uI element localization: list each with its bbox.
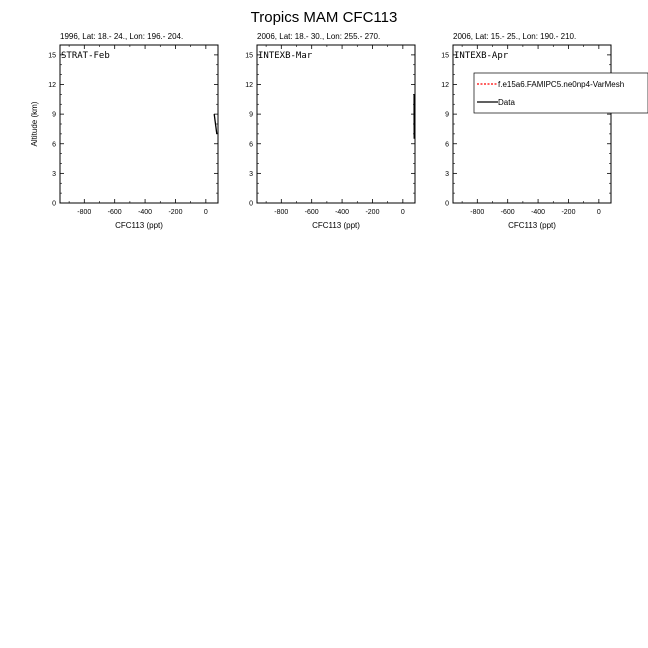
x-tick-label: -400 xyxy=(138,209,153,216)
panel-2 xyxy=(245,32,415,230)
y-tick-label: 6 xyxy=(249,141,253,149)
y-tick-label: 3 xyxy=(249,170,253,178)
y-tick-label: 9 xyxy=(445,111,449,119)
panel-subtitle: 1996, Lat: 18.- 24., Lon: 196.- 204. xyxy=(60,32,184,41)
panel-1 xyxy=(30,32,218,230)
figure-title: Tropics MAM CFC113 xyxy=(250,9,398,26)
y-tick-label: 0 xyxy=(52,200,56,208)
plot-frame xyxy=(257,45,415,203)
x-tick-label: -600 xyxy=(304,209,319,216)
y-tick-label: 12 xyxy=(441,82,449,89)
x-tick-label: -400 xyxy=(531,209,546,216)
plot-frame xyxy=(60,45,218,203)
x-tick-label: -800 xyxy=(470,209,485,216)
x-tick-label: -800 xyxy=(77,209,92,216)
panel-tag: INTEXB-Mar xyxy=(258,51,313,61)
x-tick-label: -600 xyxy=(107,209,122,216)
x-tick-label: -400 xyxy=(335,209,350,216)
legend-label: f.e15a6.FAMIPC5.ne0np4-VarMesh xyxy=(498,80,625,89)
y-tick-label: 0 xyxy=(249,200,253,208)
y-axis-label: Altitude (km) xyxy=(30,101,39,147)
y-tick-label: 6 xyxy=(52,141,56,149)
panel-subtitle: 2006, Lat: 15.- 25., Lon: 190.- 210. xyxy=(453,32,577,41)
plot-frame xyxy=(453,45,611,203)
y-tick-label: 3 xyxy=(445,170,449,178)
panel-3 xyxy=(441,32,648,230)
panel-tag: STRAT-Feb xyxy=(61,51,110,61)
x-tick-label: -200 xyxy=(365,209,380,216)
y-tick-label: 12 xyxy=(245,82,253,89)
y-tick-label: 9 xyxy=(52,111,56,119)
x-tick-label: -200 xyxy=(561,209,576,216)
x-axis-label: CFC113 (ppt) xyxy=(312,221,360,230)
panel-subtitle: 2006, Lat: 18.- 30., Lon: 255.- 270. xyxy=(257,32,381,41)
panel-tag: INTEXB-Apr xyxy=(454,51,509,61)
legend xyxy=(474,73,648,113)
x-tick-label: 0 xyxy=(400,209,405,216)
y-tick-label: 3 xyxy=(52,170,56,178)
x-axis-label: CFC113 (ppt) xyxy=(115,221,163,230)
x-tick-label: -600 xyxy=(500,209,515,216)
y-tick-label: 9 xyxy=(249,111,253,119)
x-axis-label: CFC113 (ppt) xyxy=(508,221,556,230)
x-tick-label: 0 xyxy=(203,209,208,216)
x-tick-label: -800 xyxy=(274,209,289,216)
y-tick-label: 15 xyxy=(441,52,449,60)
panels-container xyxy=(30,32,648,230)
y-tick-label: 15 xyxy=(245,52,253,60)
y-tick-label: 0 xyxy=(445,200,449,208)
x-tick-label: -200 xyxy=(168,209,183,216)
y-tick-label: 12 xyxy=(48,82,56,89)
legend-box xyxy=(474,73,648,113)
legend-label: Data xyxy=(498,98,515,107)
y-tick-label: 15 xyxy=(48,52,56,60)
y-tick-label: 6 xyxy=(445,141,449,149)
x-tick-label: 0 xyxy=(596,209,601,216)
